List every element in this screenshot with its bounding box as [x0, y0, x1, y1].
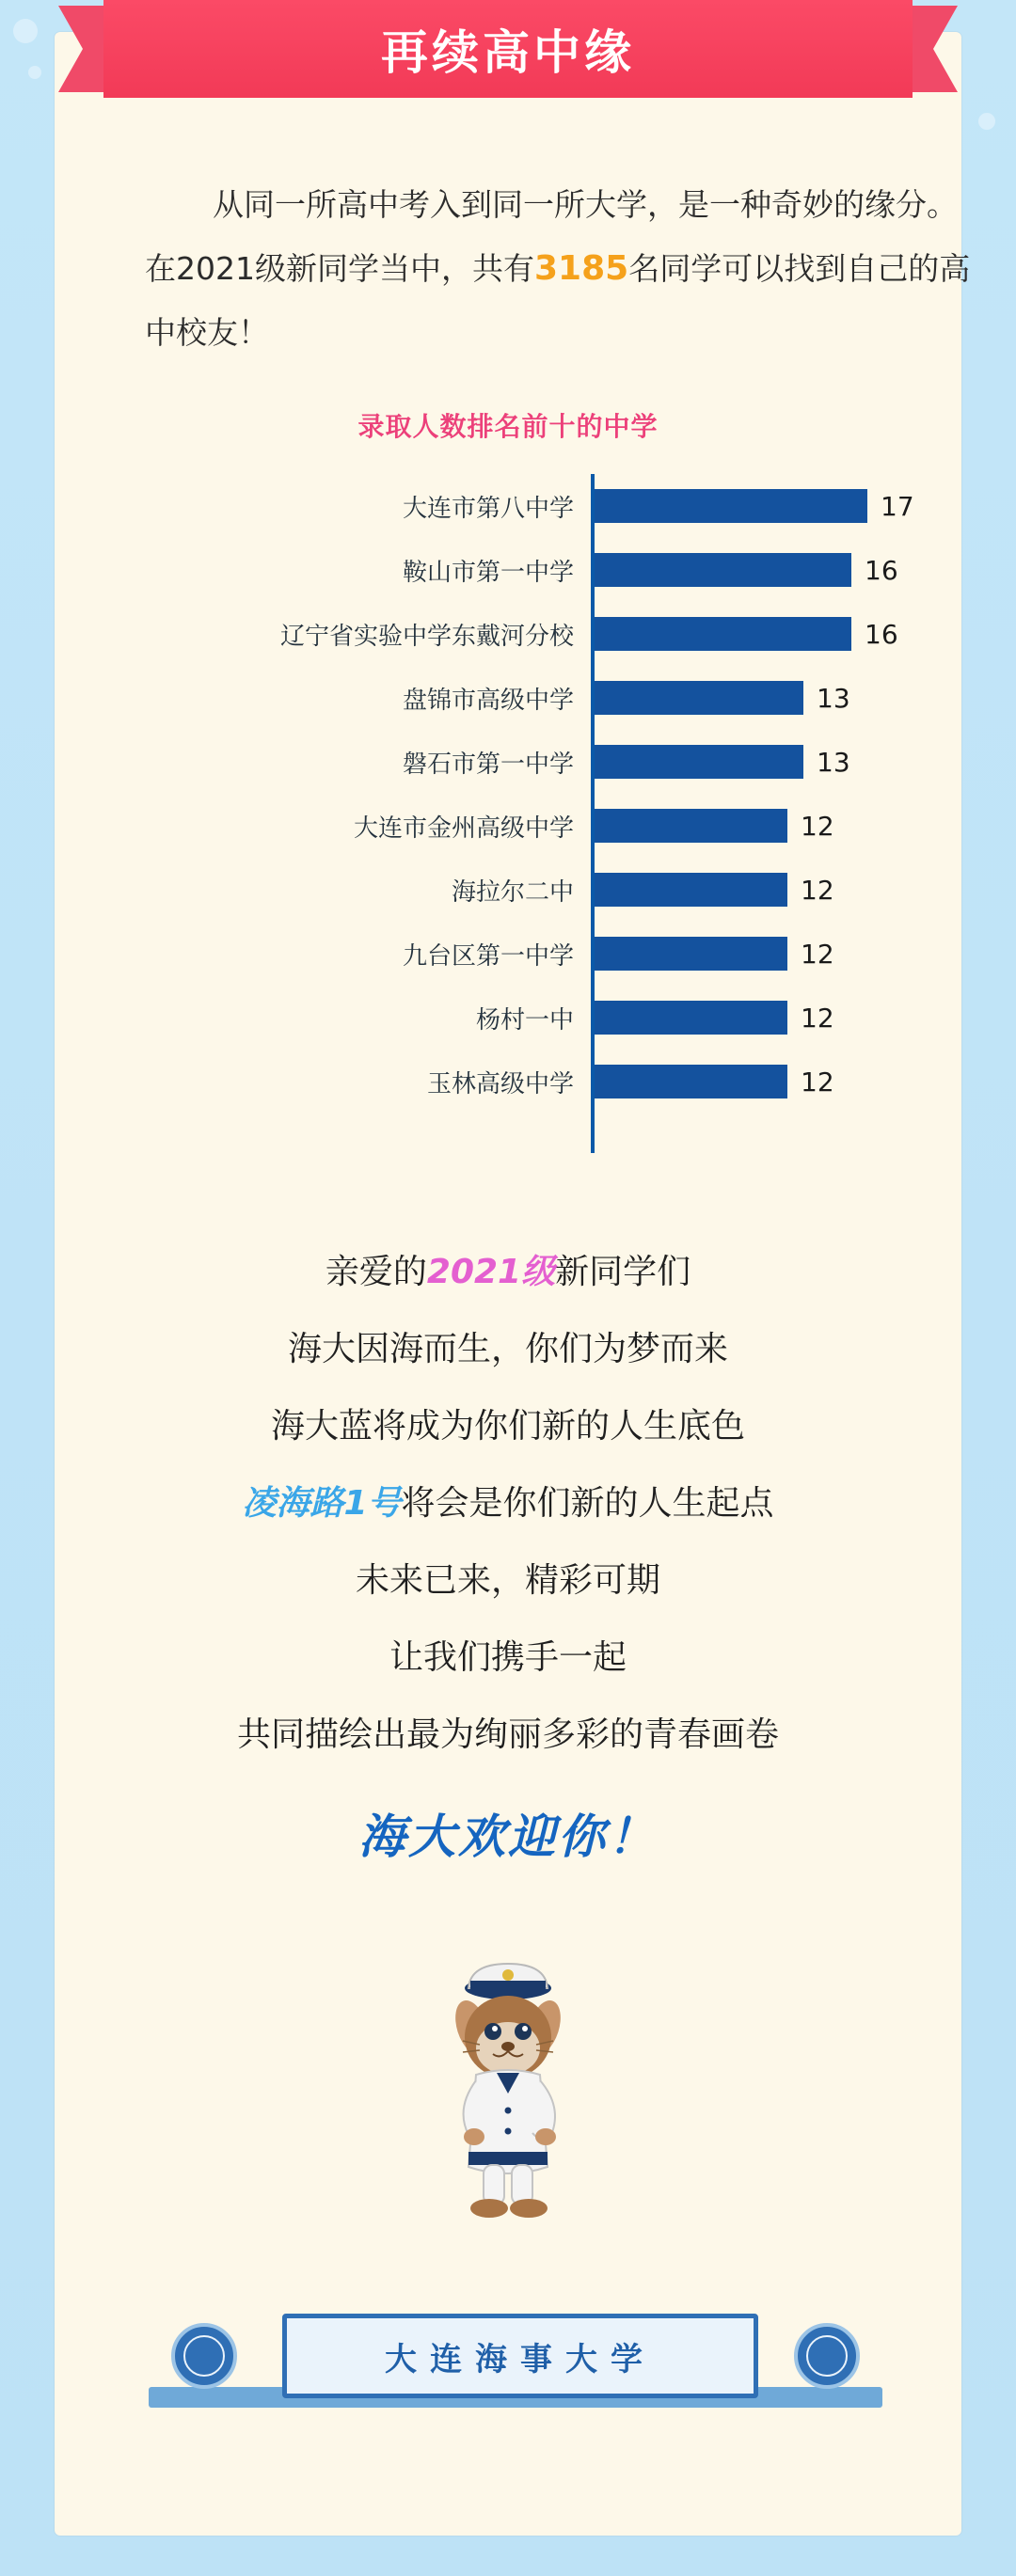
- chart-bar: [595, 745, 803, 779]
- message-line-7: 共同描绘出最为绚丽多彩的青春画卷: [236, 1715, 779, 1754]
- chart-bar: [595, 681, 803, 715]
- chart-bar-holder: [595, 617, 898, 651]
- message-line-2: 海大因海而生，你们为梦而来: [287, 1330, 728, 1368]
- chart-bar: [595, 1001, 787, 1035]
- chart-bar-value: 16: [865, 618, 898, 650]
- chart-bar: [595, 937, 787, 971]
- chart-bar-row: [55, 858, 961, 922]
- chart-category-label: 磐石市第一中学: [402, 750, 574, 779]
- intro-paragraph: [145, 173, 982, 365]
- chart-category-label: 玉林高级中学: [426, 1069, 574, 1098]
- chart-bar-holder: [595, 745, 850, 779]
- chart-bar-holder: [595, 1065, 834, 1098]
- intro-text-part2: 名同学可以找到自己的高中校友！: [145, 250, 971, 351]
- message-welcome: 海大欢迎你！: [358, 1810, 658, 1864]
- chart-bar-value: 12: [801, 874, 834, 906]
- message-line-5: 未来已来，精彩可期: [355, 1561, 660, 1600]
- message-line-1-grade: 2021级: [426, 1253, 556, 1291]
- bar-chart: [55, 474, 961, 1170]
- closing-message: [55, 1234, 961, 1875]
- chart-bar-row: [55, 922, 961, 986]
- intro-text-part1: 从同一所高中考入到同一所大学，是一种奇妙的缘分。在2021级新同学当中，共有: [145, 186, 958, 287]
- chart-category-label: 盘锦市高级中学: [402, 686, 574, 715]
- chart-bar-value: 16: [865, 554, 898, 586]
- banner-title: 再续高中缘: [381, 25, 635, 80]
- university-seal-right-icon: [794, 2323, 860, 2389]
- chart-bar-holder: [595, 553, 898, 587]
- university-seal-left-icon: [171, 2323, 237, 2389]
- chart-bar: [595, 553, 851, 587]
- university-name: 大连海事大学: [385, 2340, 656, 2378]
- chart-bar-value: 12: [801, 810, 834, 842]
- chart-category-label: 大连市金州高级中学: [353, 814, 574, 843]
- decorative-dot: [978, 113, 995, 130]
- message-line-4-address: 凌海路1号: [242, 1484, 402, 1523]
- chart-bar-holder: [595, 873, 834, 907]
- chart-bar-row: [55, 602, 961, 666]
- chart-bar: [595, 809, 787, 843]
- seal-inner-ring: [183, 2335, 225, 2377]
- chart-category-label: 辽宁省实验中学东戴河分校: [279, 622, 574, 651]
- message-line-1-a: 亲爱的: [325, 1253, 427, 1291]
- chart-bar-holder: [595, 489, 914, 523]
- chart-bar: [595, 1065, 787, 1098]
- decorative-dot: [28, 66, 41, 79]
- chart-bar-row: [55, 474, 961, 538]
- chart-bar: [595, 489, 867, 523]
- chart-category-label: 九台区第一中学: [402, 941, 574, 971]
- message-line-1: [55, 1234, 961, 1311]
- mascot-sea-lion-illustration: [414, 1951, 602, 2223]
- chart-bar-holder: [595, 681, 850, 715]
- chart-category-label: 海拉尔二中: [451, 877, 574, 907]
- chart-category-label: 鞍山市第一中学: [402, 558, 574, 587]
- chart-bar-row: [55, 538, 961, 602]
- chart-bar-value: 12: [801, 938, 834, 970]
- message-line-6: 让我们携手一起: [389, 1638, 627, 1677]
- decorative-dot: [13, 19, 38, 43]
- message-line-1-c: 新同学们: [555, 1253, 691, 1291]
- chart-bar: [595, 873, 787, 907]
- university-plaque: [149, 2306, 882, 2419]
- chart-category-label: 杨村一中: [475, 1005, 574, 1035]
- chart-bar-value: 12: [801, 1002, 834, 1034]
- seal-inner-ring: [806, 2335, 848, 2377]
- chart-bar-row: [55, 730, 961, 794]
- chart-bar-row: [55, 986, 961, 1050]
- chart-rows: [55, 474, 961, 1114]
- message-line-3: 海大蓝将成为你们新的人生底色: [270, 1407, 745, 1446]
- message-line-4-b: 将会是你们新的人生起点: [401, 1484, 774, 1523]
- chart-bar-row: [55, 794, 961, 858]
- chart-bar-row: [55, 666, 961, 730]
- chart-bar-value: 13: [817, 746, 850, 778]
- chart-title: 录取人数排名前十的中学: [357, 411, 659, 442]
- chart-bar-value: 12: [801, 1066, 834, 1098]
- chart-bar-holder: [595, 937, 834, 971]
- intro-highlight-number: 3185: [533, 249, 629, 288]
- chart-bar-value: 17: [881, 490, 914, 522]
- chart-bar-row: [55, 1050, 961, 1114]
- chart-bar: [595, 617, 851, 651]
- chart-category-label: 大连市第八中学: [402, 494, 574, 523]
- chart-bar-value: 13: [817, 682, 850, 714]
- card-content-layer: [55, 32, 971, 2536]
- chart-bar-holder: [595, 1001, 834, 1035]
- chart-bar-holder: [595, 809, 834, 843]
- message-line-4: [55, 1465, 961, 1542]
- plaque-center: [282, 2314, 758, 2398]
